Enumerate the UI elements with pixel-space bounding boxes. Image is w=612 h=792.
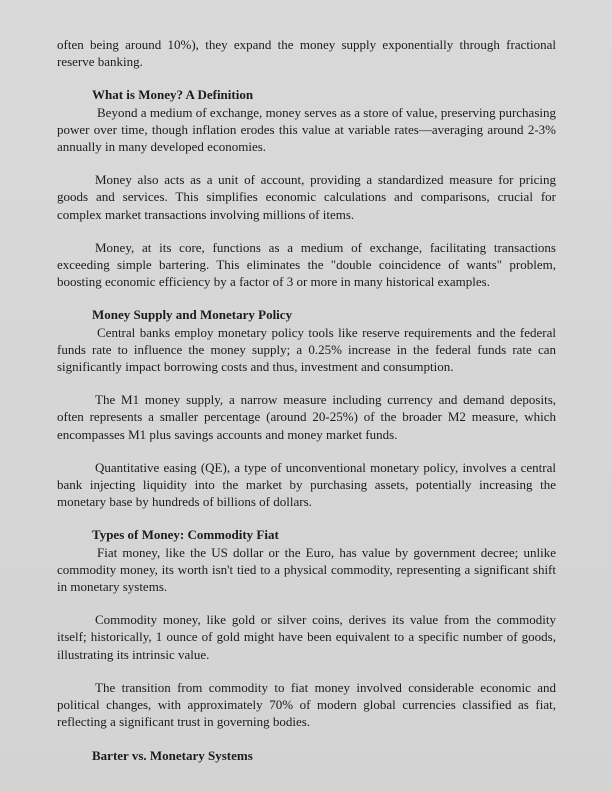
paragraph: The transition from commodity to fiat money involved considerable economic and political changes, with approximately 70% of modern global currencies classified as fiat, reflecting a significant trust in governing bodies.	[57, 679, 556, 730]
section-heading-barter: Barter vs. Monetary Systems	[92, 747, 253, 763]
paragraph: Beyond a medium of exchange, money serves as a store of value, preserving purchasing power over time, though inflation erodes this value at variable rates—averaging around 2-3% annually in many developed economies.	[57, 104, 556, 155]
section-heading-money-supply: Money Supply and Monetary Policy	[92, 307, 293, 323]
paragraph: Quantitative easing (QE), a type of unconventional monetary policy, involves a central bank injecting liquidity into the market by purchasing assets, potentially increasing the monetary base by hundreds of billions of dollars.	[57, 459, 556, 510]
paragraph: Commodity money, like gold or silver coins, derives its value from the commodity itself; historically, 1 ounce of gold might have been equivalent to a specific number of goods, illustrating its intrinsic value.	[57, 612, 556, 662]
paragraph: Fiat money, like the US dollar or the Euro, has value by government decree; unlike commodity money, its worth isn't tied to a physical commodity, representing a significant shift in monetary systems.	[57, 544, 556, 595]
paragraph: The M1 money supply, a narrow measure including currency and demand deposits, often represents a smaller percentage (around 20-25%) of the broader M2 measure, which encompasses M1 plus savings accounts and money market funds.	[57, 392, 556, 442]
paragraph: Money also acts as a unit of account, providing a standardized measure for pricing goods and services. This simplifies economic calculations and comparisons, crucial for complex market transactions involving millions of items.	[57, 172, 556, 222]
section-heading-types-of-money: Types of Money: Commodity Fiat	[92, 527, 279, 543]
paragraph: Central banks employ monetary policy tools like reserve requirements and the federal funds rate to influence the money supply; a 0.25% increase in the federal funds rate can significantly impact borrowing costs and thus, investment and consumption.	[57, 324, 556, 375]
intro-paragraph: often being around 10%), they expand the money supply exponentially through fractional reserve banking.	[57, 37, 556, 70]
section-heading-definition: What is Money? A Definition	[92, 87, 254, 103]
document-body	[57, 36, 556, 764]
paragraph: Money, at its core, functions as a medium of exchange, facilitating transactions exceeding simple bartering. This eliminates the "double coincidence of wants" problem, boosting economic efficiency by a factor of 3 or more in many historical examples.	[57, 239, 556, 290]
